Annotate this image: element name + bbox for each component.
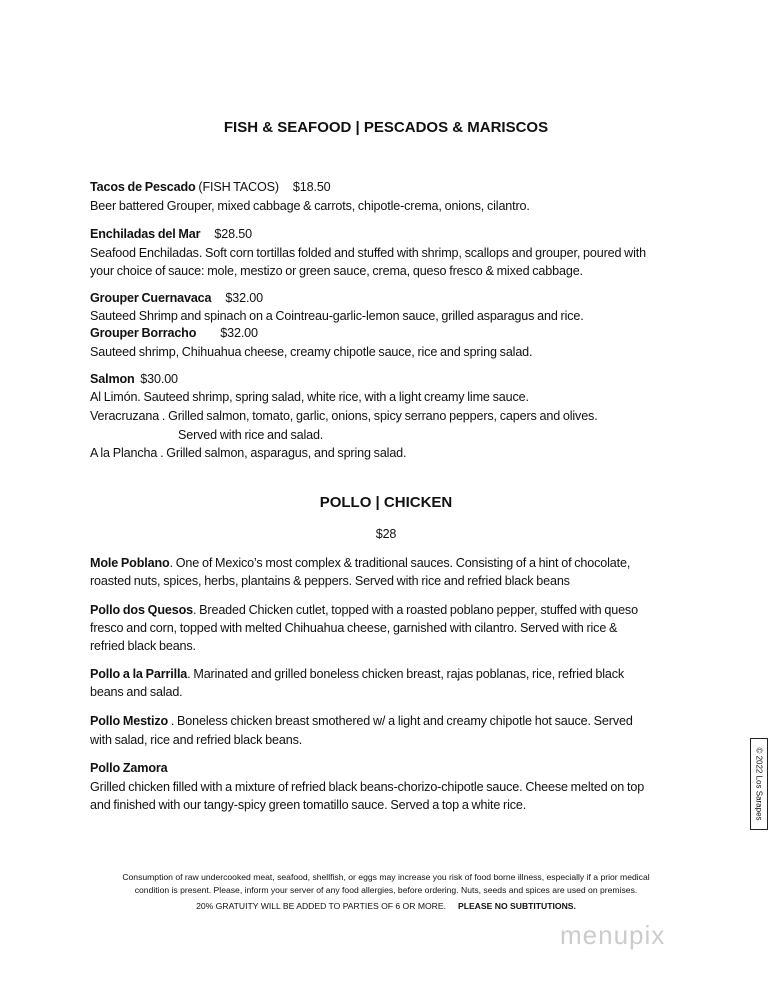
item-name: Pollo a la Parrilla bbox=[90, 667, 188, 681]
item-note: (FISH TACOS) bbox=[198, 180, 279, 194]
item-desc: Sauteed Shrimp and spinach on a Cointreau-garlic-lemon sauce, grilled asparagus and rice. bbox=[90, 309, 584, 323]
item-price: $32.00 bbox=[220, 326, 258, 340]
item-desc: beans and salad. bbox=[90, 685, 183, 699]
disclaimer-line-2: condition is present. Please, inform your server of any food allergies, before ordering. Nuts, seeds and spices are used on premises. bbox=[134, 885, 638, 895]
item-desc: refried black beans. bbox=[90, 639, 196, 653]
item-price: $28.50 bbox=[214, 227, 253, 241]
item-name: Mole Poblano bbox=[90, 556, 170, 570]
item-desc: Veracruzana . Grilled salmon, tomato, garlic, onions, spicy serrano peppers, capers and olives. bbox=[90, 409, 598, 423]
section-title-chicken: POLLO | CHICKEN bbox=[319, 494, 453, 511]
item-name: Enchiladas del Mar bbox=[90, 227, 201, 241]
gratuity-text: 20% GRATUITY WILL BE ADDED TO PARTIES OF 6 OR MORE. bbox=[196, 901, 447, 911]
menu-item-mole bbox=[90, 554, 630, 572]
item-name: Grouper Borracho bbox=[90, 326, 197, 340]
item-name: Grouper Cuernavaca bbox=[90, 291, 212, 305]
item-desc: roasted nuts, spices, herbs, plantains & peppers. Served with rice and refried black beans bbox=[90, 574, 570, 588]
item-desc: Sauteed shrimp, Chihuahua cheese, creamy chipotle sauce, rice and spring salad. bbox=[90, 345, 533, 359]
item-price: $32.00 bbox=[225, 291, 264, 305]
item-name: Tacos de Pescado bbox=[90, 180, 196, 194]
item-name: Pollo dos Quesos bbox=[90, 603, 193, 617]
copyright-text: © 2022 Los Sarapes bbox=[754, 747, 764, 821]
item-desc: A la Plancha . Grilled salmon, asparagus, and spring salad. bbox=[90, 446, 407, 460]
item-desc: your choice of sauce: mole, mestizo or green sauce, crema, queso fresco & mixed cabbage. bbox=[90, 264, 583, 278]
section-title-fish: FISH & SEAFOOD | PESCADOS & MARISCOS bbox=[223, 119, 549, 136]
copyright-box bbox=[750, 738, 768, 830]
item-desc: . One of Mexico’s most complex & traditional sauces. Consisting of a hint of chocolate, bbox=[169, 556, 631, 570]
item-desc: Served with rice and salad. bbox=[178, 428, 324, 442]
menu-item-parrilla bbox=[90, 665, 624, 683]
section-price: $28 bbox=[375, 527, 397, 541]
menu-item-mestizo bbox=[90, 712, 633, 730]
item-desc: fresco and corn, topped with melted Chihuahua cheese, garnished with cilantro. Served with rice & bbox=[90, 621, 618, 635]
item-desc: Grilled chicken filled with a mixture of refried black beans-chorizo-chipotle sauce. Cheese melted on top bbox=[90, 780, 645, 794]
item-desc: . Boneless chicken breast smothered w/ a light and creamy chipotle hot sauce. Served bbox=[168, 714, 633, 728]
item-desc: with salad, rice and refried black beans. bbox=[90, 733, 303, 747]
item-desc: Seafood Enchiladas. Soft corn tortillas folded and stuffed with shrimp, scallops and grouper, poured with bbox=[90, 246, 646, 260]
menu-item-enchiladas bbox=[90, 225, 252, 243]
gratuity-notice bbox=[0, 900, 772, 912]
disclaimer-line-1: Consumption of raw undercooked meat, seafood, shellfish, or eggs may increase you risk of food borne illness, especially if a prior medical bbox=[122, 872, 650, 882]
item-price: $30.00 bbox=[140, 372, 178, 386]
watermark: menupix bbox=[560, 920, 666, 950]
item-desc: and finished with our tangy-spicy green tomatillo sauce. Served a top a white rice. bbox=[90, 798, 527, 812]
menu-item-grouper-cuernavaca bbox=[90, 289, 263, 307]
item-name: Pollo Mestizo bbox=[90, 714, 169, 728]
item-name: Salmon bbox=[90, 372, 135, 386]
item-desc: Beer battered Grouper, mixed cabbage & carrots, chipotle-crema, onions, cilantro. bbox=[90, 199, 530, 213]
item-desc: . Breaded Chicken cutlet, topped with a roasted poblano pepper, stuffed with queso bbox=[192, 603, 638, 617]
item-price: $18.50 bbox=[292, 180, 331, 194]
item-desc: . Marinated and grilled boneless chicken breast, rajas poblanas, rice, refried black bbox=[187, 667, 625, 681]
item-desc: Al Limón. Sauteed shrimp, spring salad, white rice, with a light creamy lime sauce. bbox=[90, 390, 529, 404]
no-substitutions-text: PLEASE NO SUBTITUTIONS. bbox=[457, 901, 576, 911]
menu-item-dos-quesos bbox=[90, 601, 638, 619]
item-name: Pollo Zamora bbox=[90, 761, 168, 775]
menu-item-grouper-borracho bbox=[90, 324, 258, 342]
menu-item-tacos bbox=[90, 178, 331, 196]
menu-item-salmon bbox=[90, 370, 178, 388]
menu-item-zamora bbox=[90, 759, 167, 777]
